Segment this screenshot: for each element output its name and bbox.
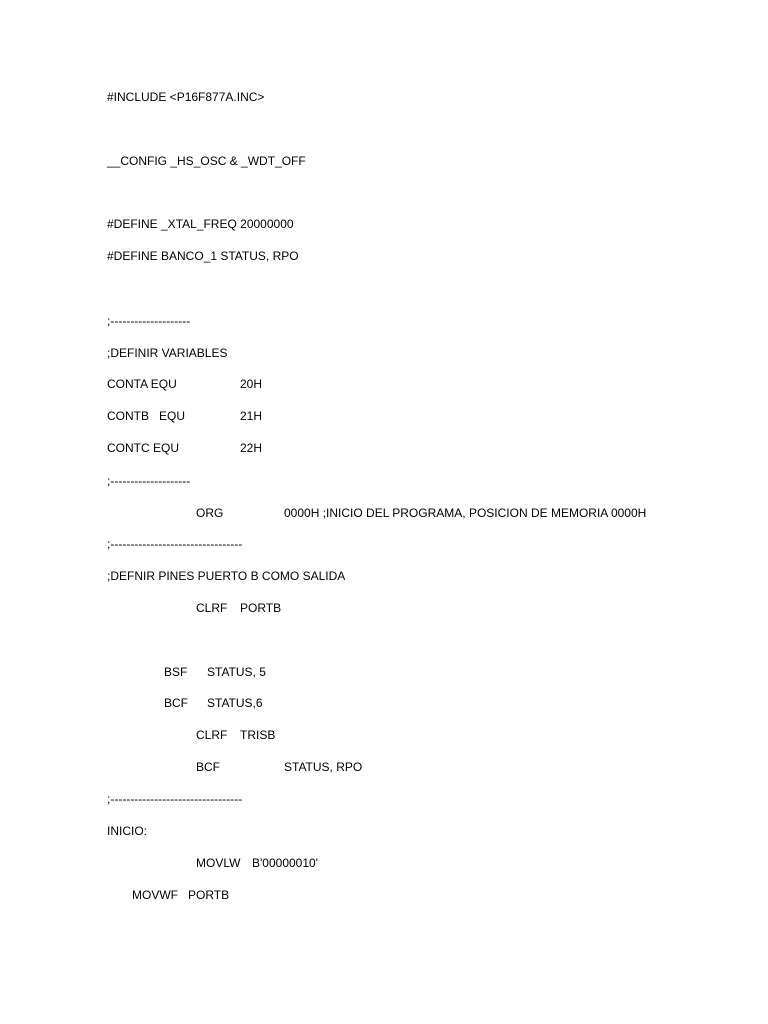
include-directive: #INCLUDE <P16F877A.INC> [107, 90, 265, 104]
bcf-status6-argument: STATUS,6 [207, 696, 263, 710]
bcf-rpo-argument: STATUS, RPO [284, 760, 363, 774]
separator-line: ;-------------------- [107, 314, 191, 328]
clrf-portb-argument: PORTB [240, 601, 282, 615]
contc-value: 22H [240, 441, 263, 455]
org-argument: 0000H ;INICIO DEL PROGRAMA, POSICION DE MEMORIA 0000H [284, 506, 647, 520]
contc-label: CONTC EQU [107, 441, 179, 455]
clrf-trisb-opcode: CLRF [196, 728, 228, 742]
movwf-argument: PORTB [188, 888, 230, 902]
bsf-opcode: BSF [164, 665, 188, 679]
bcf-status6-opcode: BCF [164, 696, 188, 710]
separator-line: ;--------------------------------- [107, 537, 243, 551]
conta-label: CONTA EQU [107, 377, 177, 391]
clrf-trisb-argument: TRISB [240, 728, 276, 742]
movlw-argument: B'00000010' [252, 856, 318, 870]
contb-value: 21H [240, 409, 263, 423]
define-xtal-directive: #DEFINE _XTAL_FREQ 20000000 [107, 217, 294, 231]
define-banco-directive: #DEFINE BANCO_1 STATUS, RPO [107, 249, 299, 263]
separator-line: ;-------------------- [107, 474, 191, 488]
clrf-portb-opcode: CLRF [196, 601, 228, 615]
org-opcode: ORG [196, 506, 224, 520]
contb-label: CONTB EQU [107, 409, 186, 423]
config-directive: __CONFIG _HS_OSC & _WDT_OFF [107, 154, 306, 168]
inicio-label: INICIO: [107, 824, 148, 838]
defnir-pines-comment: ;DEFNIR PINES PUERTO B COMO SALIDA [107, 569, 346, 583]
bcf-rpo-opcode: BCF [196, 760, 220, 774]
conta-value: 20H [240, 377, 263, 391]
movwf-opcode: MOVWF [132, 888, 178, 902]
definir-variables-comment: ;DEFINIR VARIABLES [107, 346, 228, 360]
movlw-opcode: MOVLW [196, 856, 241, 870]
separator-line: ;--------------------------------- [107, 792, 243, 806]
bsf-argument: STATUS, 5 [207, 665, 266, 679]
